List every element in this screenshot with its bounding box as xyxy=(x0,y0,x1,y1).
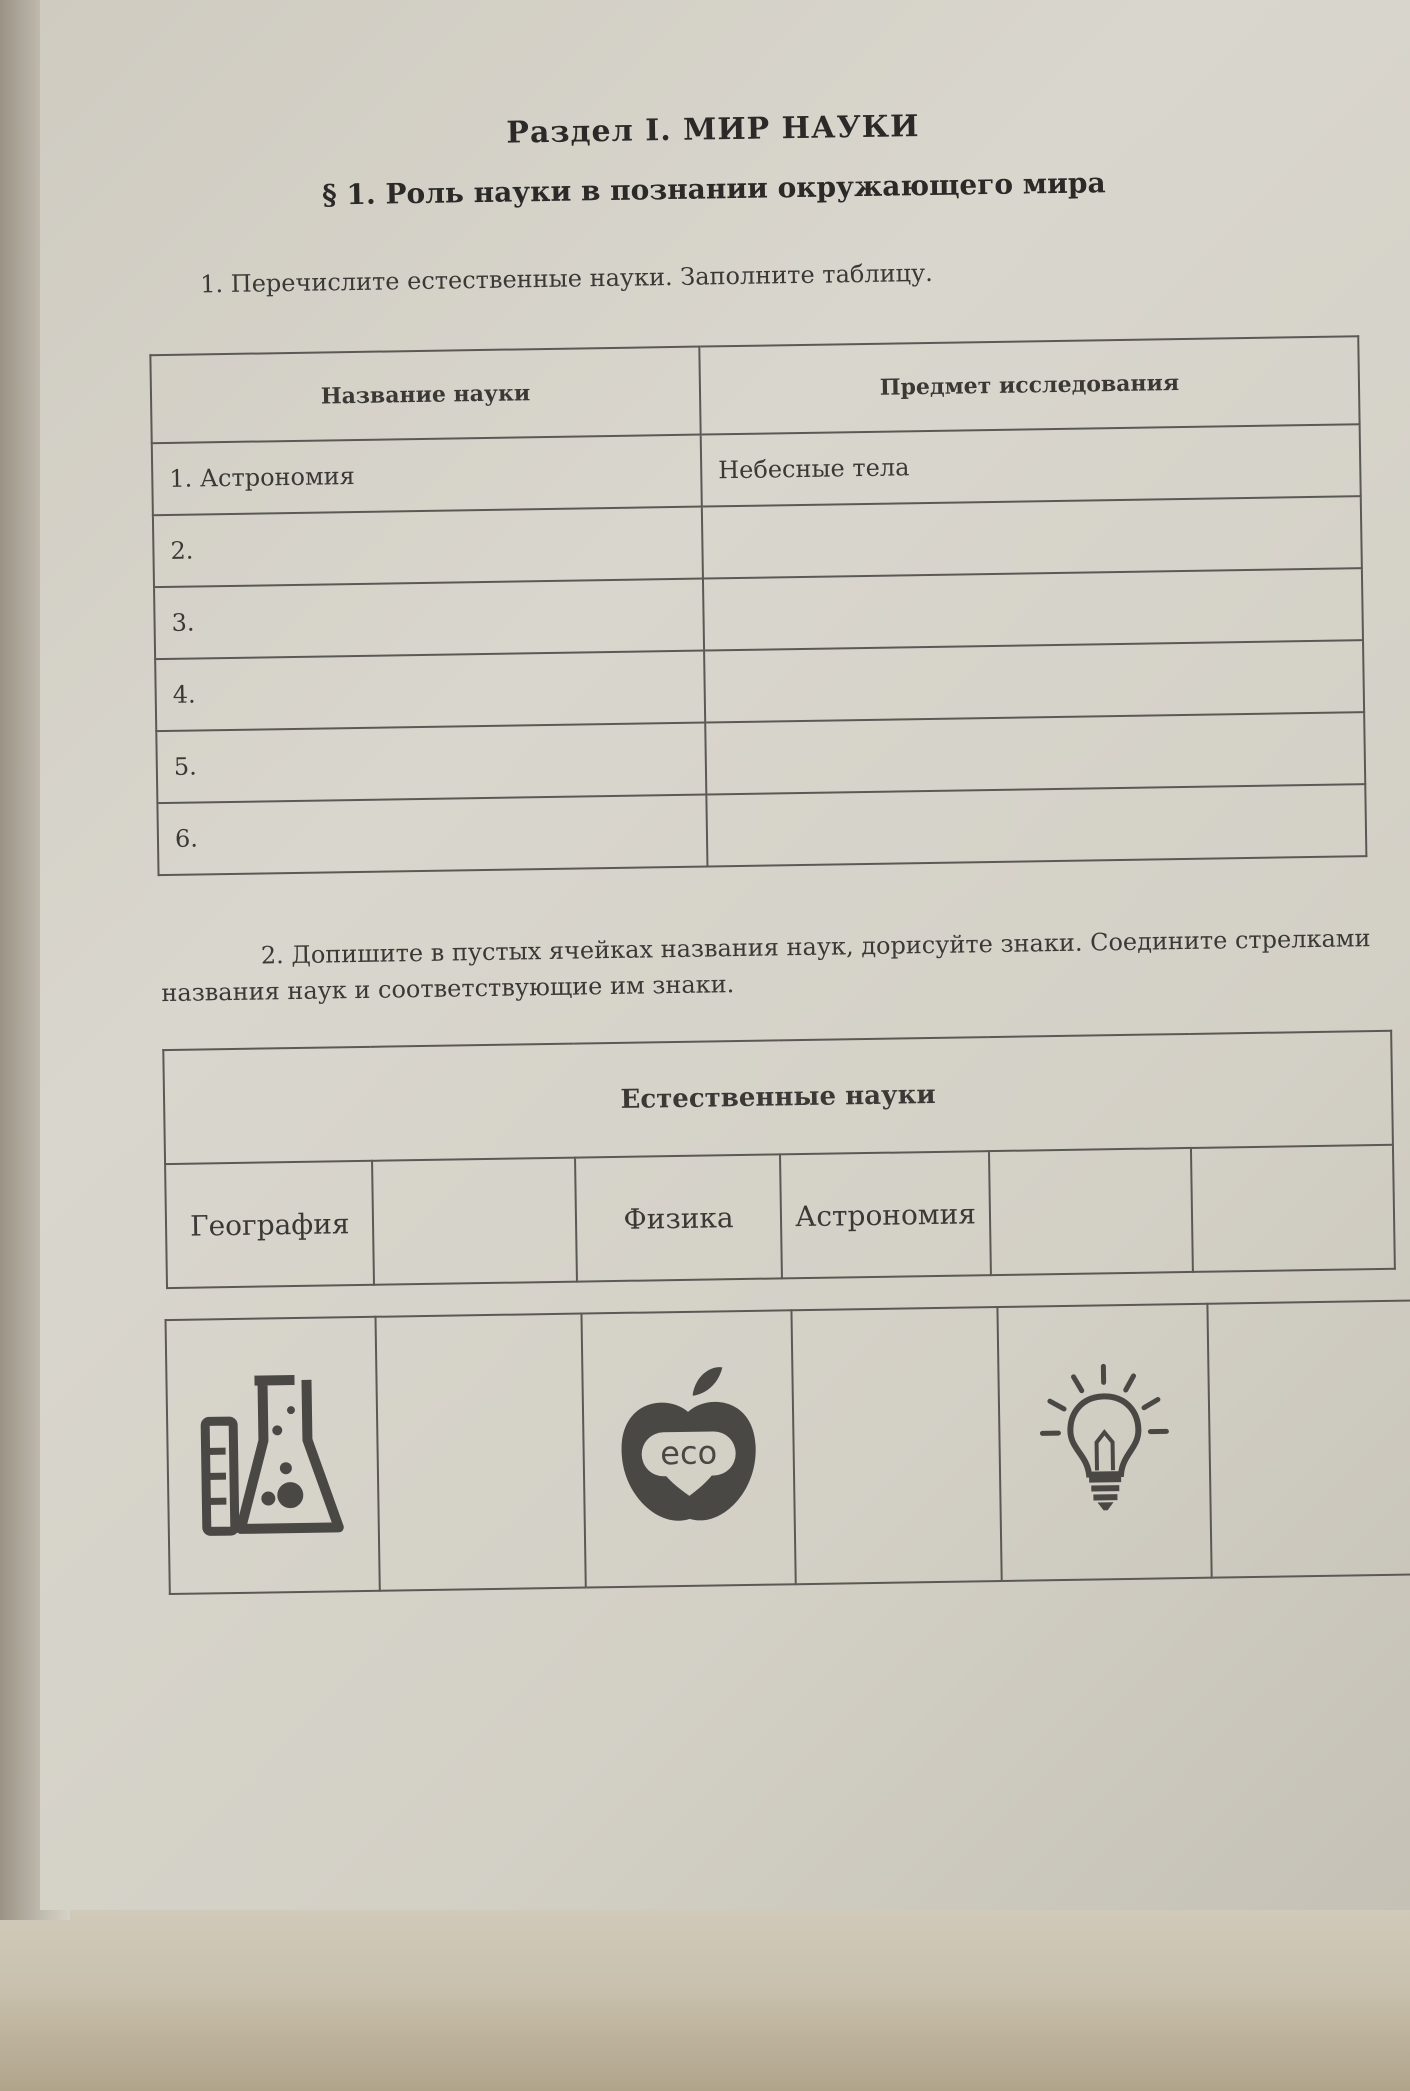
subject-cell[interactable] xyxy=(705,712,1365,794)
header-science-name: Название науки xyxy=(150,347,700,444)
subject-cell[interactable]: Небесные тела xyxy=(701,424,1361,506)
subject-cell[interactable] xyxy=(703,568,1363,650)
sign-cell[interactable] xyxy=(792,1307,1002,1584)
science-cell[interactable]: 6. xyxy=(157,795,707,876)
subject-cell[interactable] xyxy=(704,640,1364,722)
science-name-cell[interactable]: Астрономия xyxy=(780,1151,990,1278)
science-name-cell[interactable] xyxy=(373,1158,577,1285)
natural-sciences-header: Естественные науки xyxy=(163,1031,1393,1164)
science-cell[interactable]: 2. xyxy=(153,507,703,588)
eco-apple-icon xyxy=(612,1363,765,1535)
natural-sciences-table xyxy=(162,1030,1396,1289)
sign-cell[interactable] xyxy=(166,1317,381,1594)
sign-cell[interactable] xyxy=(998,1304,1212,1581)
science-cell[interactable]: 4. xyxy=(155,651,705,732)
science-name-cell[interactable]: География xyxy=(165,1161,374,1288)
section-title: Раздел I. МИР НАУКИ xyxy=(506,109,920,151)
signs-table xyxy=(165,1299,1410,1595)
lightbulb-icon xyxy=(1033,1361,1175,1523)
subject-cell[interactable] xyxy=(702,496,1362,578)
science-cell[interactable]: 5. xyxy=(156,723,706,804)
workbook-page xyxy=(40,0,1410,1910)
task2-text: 2. Допишите в пустых ячейках названия наук, дорисуйте знаки. Соедините стрелками названия наук и соответствующие им знаки. xyxy=(161,924,1371,1008)
flask-icon xyxy=(196,1369,349,1541)
science-name-cell[interactable]: Физика xyxy=(575,1154,783,1281)
sciences-table xyxy=(149,335,1367,876)
paragraph-title: § 1. Роль науки в познании окружающего мира xyxy=(321,166,1106,212)
sign-cell[interactable] xyxy=(1208,1300,1410,1577)
science-cell[interactable]: 3. xyxy=(154,579,704,660)
header-subject: Предмет исследования xyxy=(699,336,1359,434)
sign-cell[interactable] xyxy=(582,1310,797,1587)
sign-cell[interactable] xyxy=(376,1314,586,1591)
science-name-cell[interactable] xyxy=(1191,1145,1395,1272)
science-name-cell[interactable] xyxy=(989,1148,1193,1275)
task1-text: 1. Перечислите естественные науки. Заполните таблицу. xyxy=(200,258,933,299)
science-cell[interactable]: 1. Астрономия xyxy=(152,435,702,516)
subject-cell[interactable] xyxy=(706,784,1366,866)
eco-label: eco xyxy=(660,1433,718,1473)
